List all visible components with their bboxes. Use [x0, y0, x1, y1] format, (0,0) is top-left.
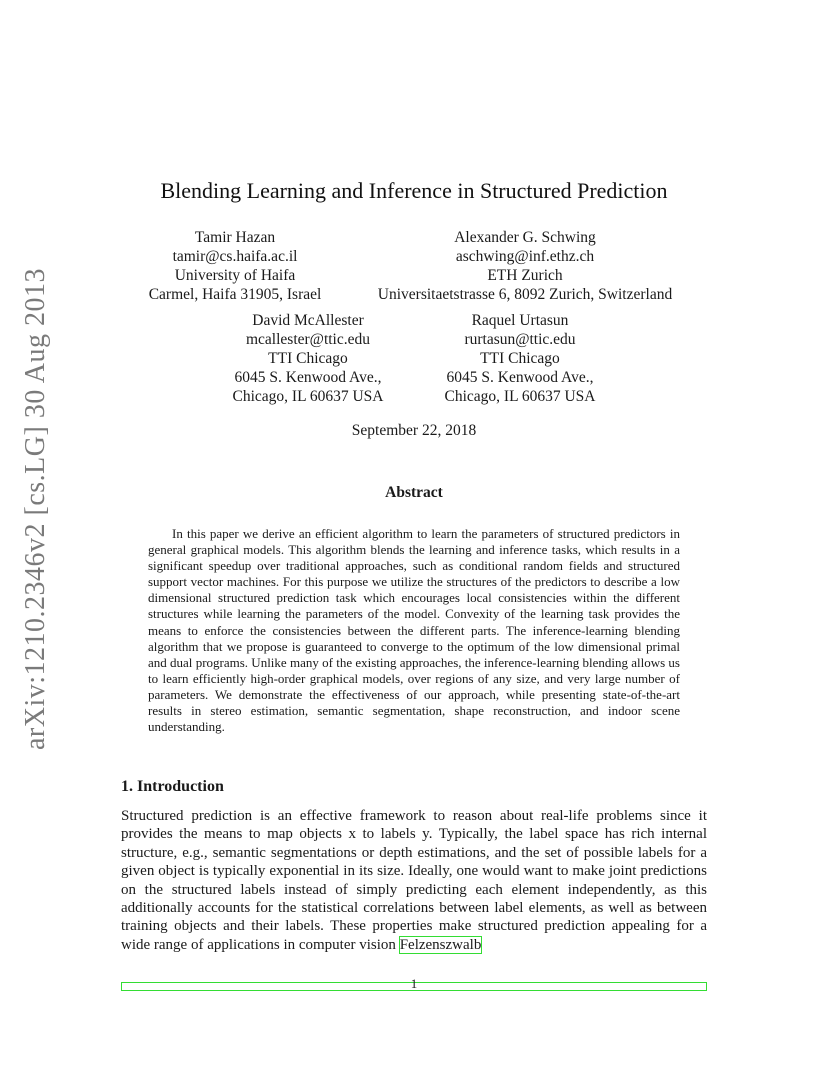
- arxiv-stamp-text: arXiv:1210.2346v2 [cs.LG] 30 Aug 2013: [20, 267, 51, 750]
- author-block: [426, 311, 614, 406]
- author-name: Alexander G. Schwing: [454, 229, 596, 246]
- author-affiliation: ETH Zurich: [487, 267, 563, 284]
- author-block: [355, 228, 695, 304]
- author-affiliation: TTI Chicago: [268, 350, 348, 367]
- author-address-line2: Chicago, IL 60637 USA: [232, 388, 384, 405]
- author-email[interactable]: rurtasun@ttic.edu: [464, 331, 576, 348]
- author-address: Carmel, Haifa 31905, Israel: [148, 286, 322, 303]
- paper-title: Blending Learning and Inference in Structured Prediction: [160, 178, 668, 203]
- author-address: 6045 S. Kenwood Ave.,: [446, 369, 594, 386]
- author-block: [214, 311, 402, 406]
- author-affiliation: TTI Chicago: [480, 350, 560, 367]
- introduction-paragraph: Structured prediction is an effective framework to reason about real-life problems since it provides the means to map objects x to labels y. Typically, the label space has rich internal structure, e.g., semantic segmentations or depth estimations, and the set of possible labels for a given object is typically exponential in its size. Ideally, one would want to make joint predictions on the structured labels instead of simply predicting each element independently, as this additionally accounts for the statistical correlations between label elements, as well as between training objects and their labels. These properties make structured prediction appealing for a wide range of applications in computer vision: [121, 808, 707, 953]
- abstract-heading: Abstract: [385, 484, 443, 501]
- paper-date: September 22, 2018: [351, 422, 477, 439]
- abstract-text: In this paper we derive an efficient algorithm to learn the parameters of structured predictors in general graphical models. This algorithm blends the learning and inference tasks, which results in a significant speedup over traditional approaches, such as conditional random fields and structured support vector machines. For this purpose we utilize the structures of the predictors to describe a low dimensional structured prediction task which encourages local consistencies within the different structures while learning the parameters of the model. Convexity of the learning task provides the means to enforce the consistencies between the different parts. The inference-learning blending algorithm that we propose is guaranteed to converge to the optimum of the low dimensional primal and dual programs. Unlike many of the existing approaches, the inference-learning blending allows us to learn efficiently high-order graphical models, over regions of any size, and very large number of parameters. We demonstrate the effectiveness of our approach, while presenting state-of-the-art results in stereo estimation, semantic segmentation, shape reconstruction, and indoor scene understanding.: [148, 526, 680, 735]
- page-number: 1: [410, 976, 418, 991]
- citation-link[interactable]: Felzenszwalb: [399, 936, 482, 953]
- author-address: Universitaetstrasse 6, 8092 Zurich, Switzerland: [377, 286, 673, 303]
- author-name: Tamir Hazan: [194, 229, 276, 246]
- author-name: David McAllester: [252, 312, 364, 329]
- author-affiliation: University of Haifa: [174, 267, 296, 284]
- author-email[interactable]: aschwing@inf.ethz.ch: [455, 248, 595, 265]
- introduction-text: [121, 807, 707, 954]
- author-email[interactable]: tamir@cs.haifa.ac.il: [172, 248, 298, 265]
- author-email[interactable]: mcallester@ttic.edu: [245, 331, 370, 348]
- author-block: [128, 228, 342, 304]
- author-address: 6045 S. Kenwood Ave.,: [234, 369, 382, 386]
- author-name: Raquel Urtasun: [471, 312, 569, 329]
- section-heading: 1. Introduction: [121, 778, 224, 795]
- author-address-line2: Chicago, IL 60637 USA: [444, 388, 596, 405]
